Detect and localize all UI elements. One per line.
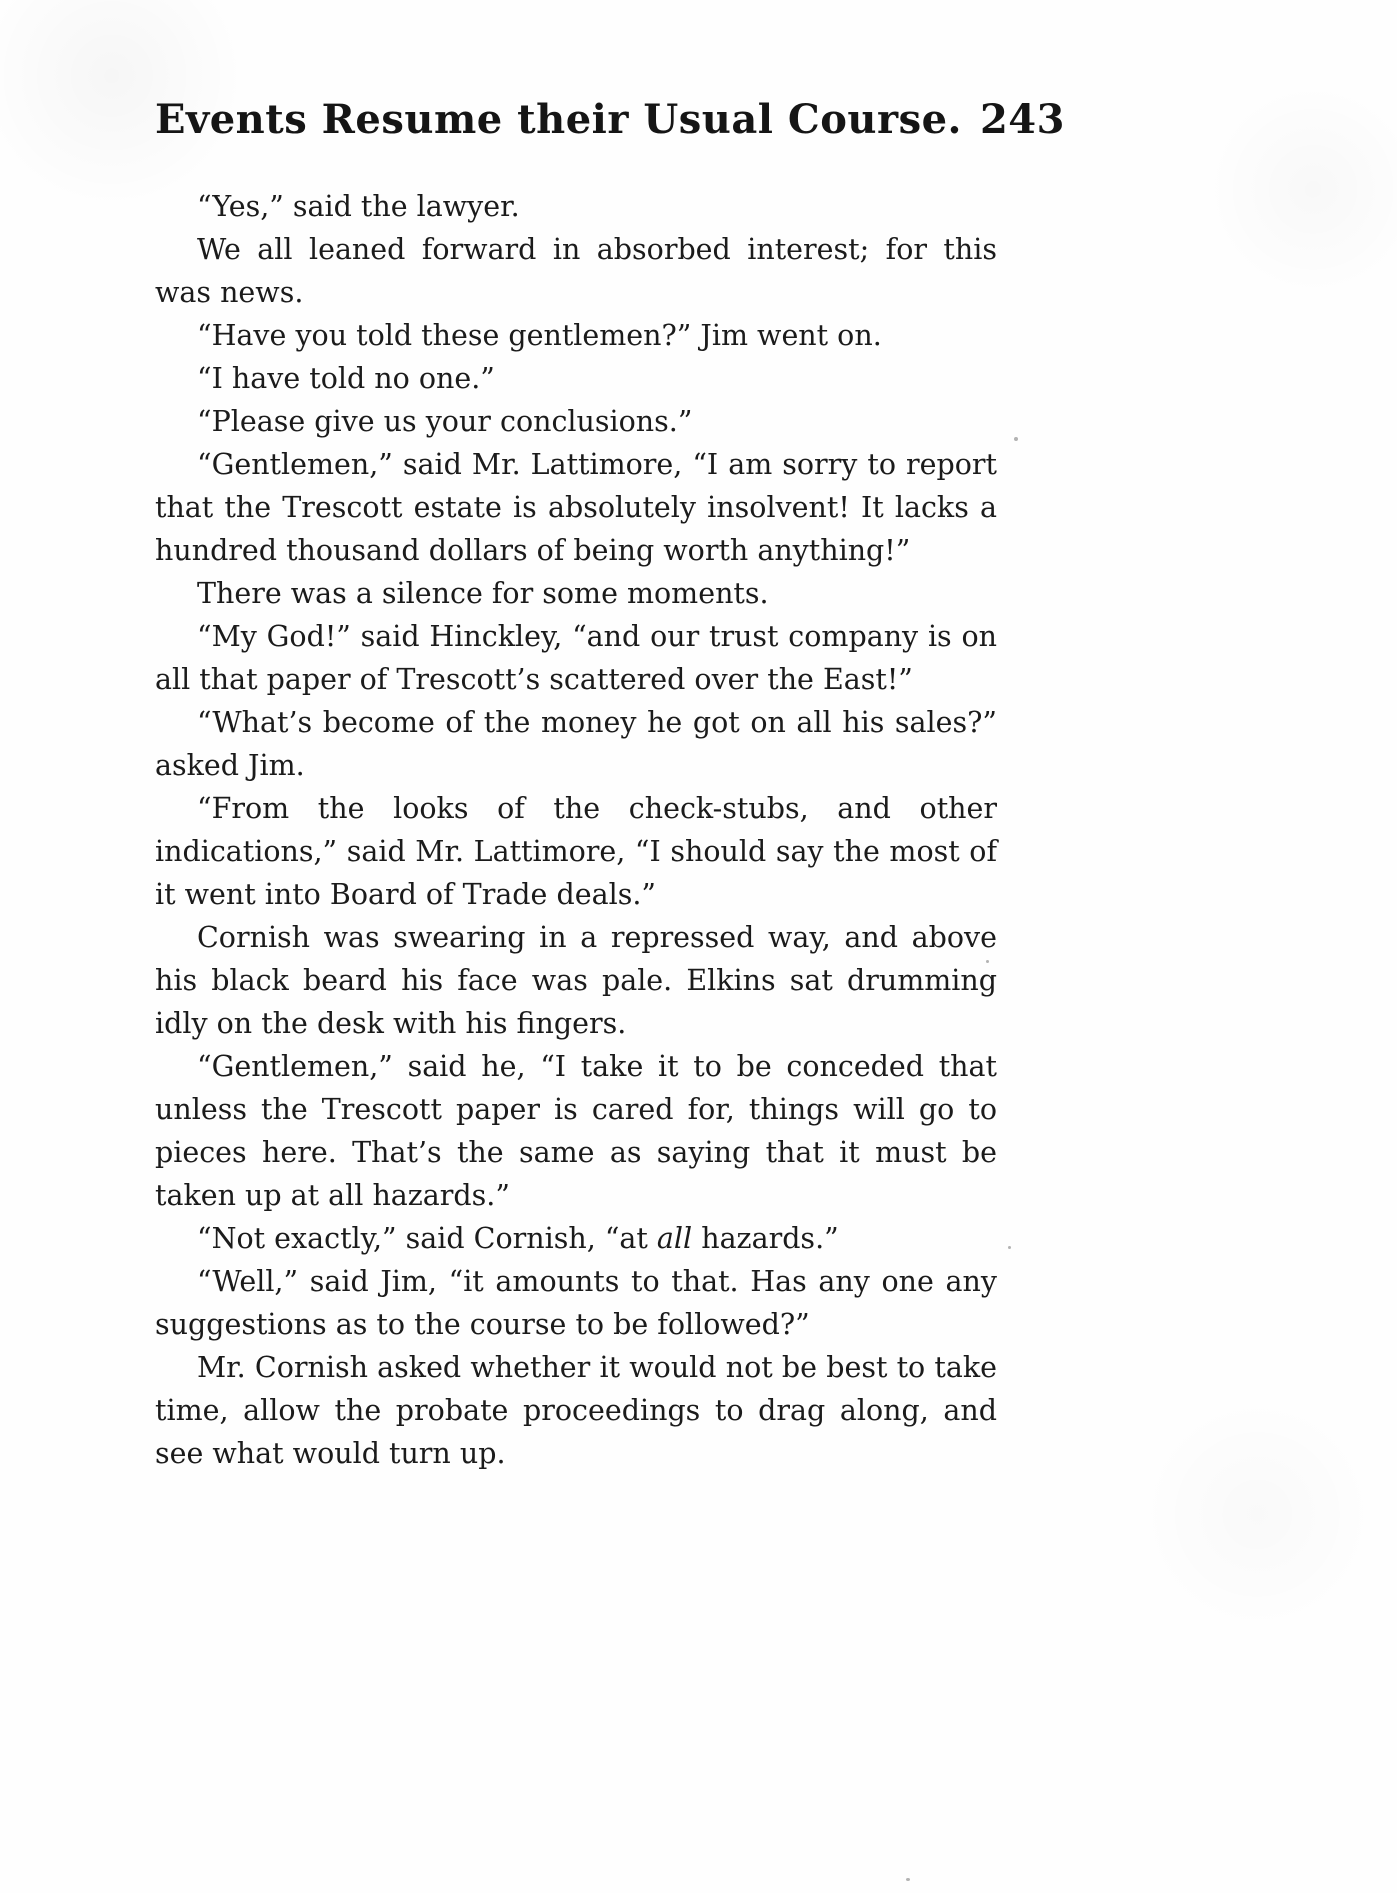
text-segment: There was a silence for some moments. <box>197 577 769 610</box>
paragraph <box>155 1045 997 1217</box>
text-column <box>155 96 1065 1475</box>
page-header <box>155 96 1065 143</box>
paragraph <box>155 314 997 357</box>
text-segment: “Have you told these gentlemen?” Jim went on. <box>197 319 882 352</box>
paragraph <box>155 400 997 443</box>
italic-text: all <box>656 1222 693 1255</box>
page-number: 243 <box>979 96 1065 143</box>
text-segment: We all leaned forward in absorbed interest; for this was news. <box>155 233 997 309</box>
paragraph <box>155 1260 997 1346</box>
text-segment: “Gentlemen,” said Mr. Lattimore, “I am sorry to report that the Trescott estate is absolutely insolvent! It lacks a hundred thousand dollars of being worth anything!” <box>155 448 997 567</box>
paragraph <box>155 185 997 228</box>
paragraph <box>155 357 997 400</box>
text-segment: hazards.” <box>692 1222 839 1255</box>
paragraph <box>155 916 997 1045</box>
text-segment: “I have told no one.” <box>197 362 495 395</box>
text-segment: “My God!” said Hinckley, “and our trust company is on all that paper of Trescott’s scattered over the East!” <box>155 620 997 696</box>
text-segment: “Yes,” said the lawyer. <box>197 190 520 223</box>
paragraph <box>155 572 997 615</box>
running-title: Events Resume their Usual Course. <box>155 96 962 143</box>
page-body <box>155 185 997 1475</box>
text-segment: “From the looks of the check-stubs, and other indications,” said Mr. Lattimore, “I should say the most of it went into Board of Trade deals.” <box>155 792 997 911</box>
text-segment: “Not exactly,” said Cornish, “at <box>197 1222 657 1255</box>
paragraph <box>155 701 997 787</box>
scan-speck <box>1014 437 1018 441</box>
text-segment: “Please give us your conclusions.” <box>197 405 693 438</box>
paragraph <box>155 228 997 314</box>
paragraph <box>155 443 997 572</box>
text-segment: Mr. Cornish asked whether it would not be best to take time, allow the probate proceedings to drag along, and see what would turn up. <box>155 1351 997 1470</box>
paragraph <box>155 615 997 701</box>
paragraph <box>155 1346 997 1475</box>
paragraph <box>155 1217 997 1260</box>
text-segment: “Well,” said Jim, “it amounts to that. Has any one any suggestions as to the course to be followed?” <box>155 1265 997 1341</box>
text-segment: “What’s become of the money he got on all his sales?” asked Jim. <box>155 706 997 782</box>
scan-speck <box>1008 1246 1011 1249</box>
text-segment: “Gentlemen,” said he, “I take it to be conceded that unless the Trescott paper is cared for, things will go to pieces here. That’s the same as saying that it must be taken up at all hazards.” <box>155 1050 997 1212</box>
paragraph <box>155 787 997 916</box>
scan-speck <box>906 1878 910 1881</box>
text-segment: Cornish was swearing in a repressed way, and above his black beard his face was pale. Elkins sat drumming idly on the desk with his fingers. <box>155 921 997 1040</box>
